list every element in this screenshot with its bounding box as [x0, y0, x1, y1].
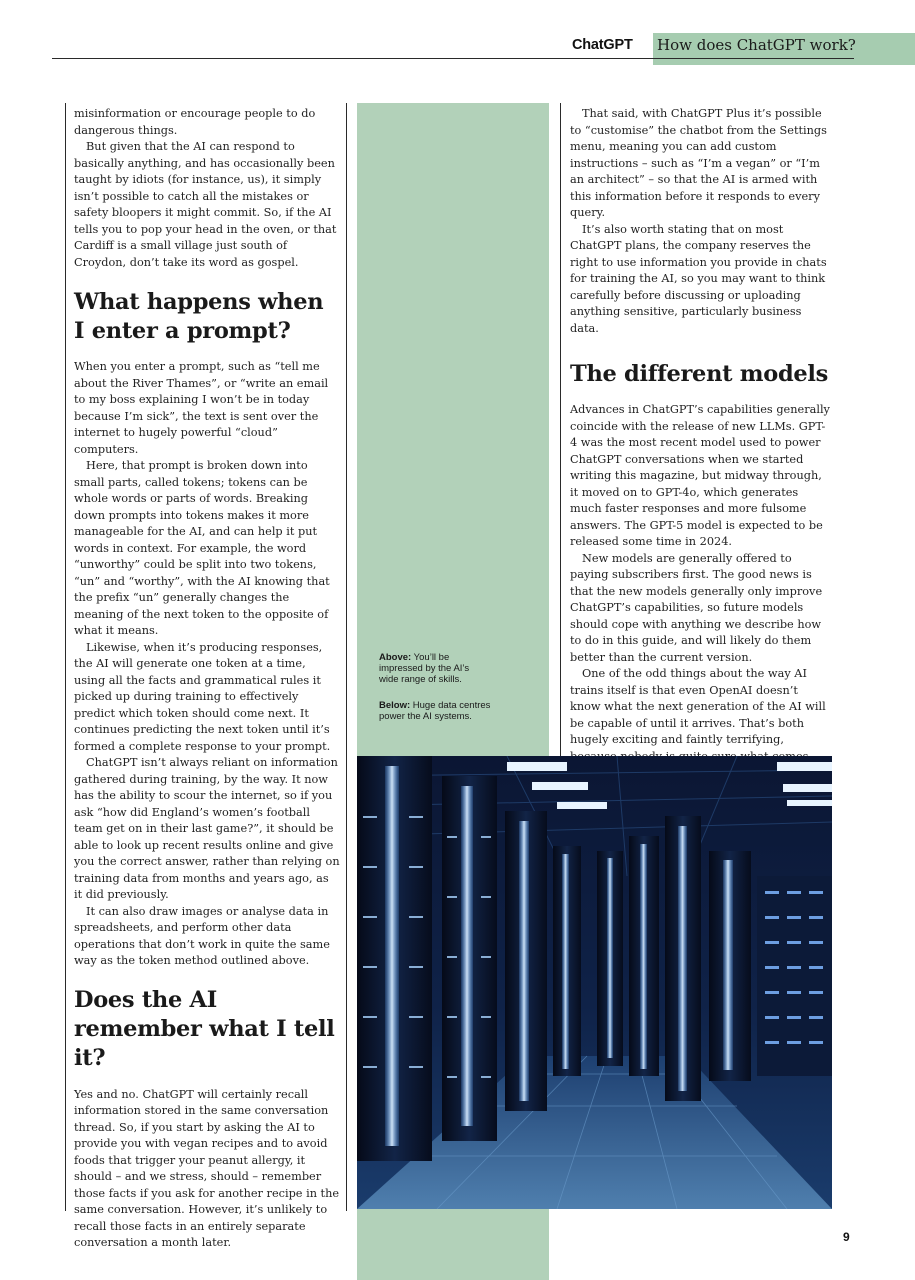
page-number: 9	[843, 1230, 850, 1244]
caption-above-text: You’ll be impressed by the AI’s wide range of skills.	[379, 652, 470, 685]
paragraph: Yes and no. ChatGPT will certainly recall information stored in the same conversation thread. So, if you start by asking the AI to provide you with vegan recipes and to avoid foods that trigger your peanut allergy, it should – and we stress, should – remember those facts if you ask for another recipe in the same conversation. However, it’s unlikely to recall those facts in an entirely separate conversation a month later.	[74, 1087, 340, 1249]
paragraph: But given that the AI can respond to basically anything, and has occasionally been taught by idiots (for instance, us), it simply isn’t possible to catch all the mistakes or safety bloopers it might commit. So, if the AI tells you to pop your head in the oven, or that Cardiff is a small village just south of Croydon, don’t take its word as gospel.	[74, 140, 337, 269]
header-rule	[52, 58, 854, 59]
paragraph: That said, with ChatGPT Plus it’s possible to “customise” the chatbot from the Settings menu, meaning you can add custom instructions – such as “I’m a vegan” or “I’m an architect” – so that the AI is armed with this information before it responds to every query.	[570, 107, 827, 219]
header-section-title: How does ChatGPT work?	[657, 36, 856, 54]
paragraph: New models are generally offered to paying subscribers first. The good news is that the new models generally only improve ChatGPT’s capabilities, so future models should cope with anything we describe how to do in this guide, and will likely do them better than the current version.	[570, 551, 823, 664]
column-rule-left	[65, 103, 66, 1211]
column-rule-middle	[346, 103, 347, 1211]
caption-below	[379, 700, 491, 722]
green-band-bottom	[357, 1209, 549, 1280]
paragraph: ChatGPT isn’t always reliant on information gathered during training, by the way. It now has the ability to scour the internet, so if you ask “how did England’s women’s football team get on in their last game?”, it should be able to look up recent results online and give you the correct answer, rather than relying on training data from months and years ago, as it did previously.	[74, 756, 340, 901]
article-column-right	[570, 106, 832, 782]
paragraph: One of the odd things about the way AI trains itself is that even OpenAI doesn’t know what the next generation of the AI will be capable of until it arrives. That’s both hugely exciting and faintly terrifying,	[570, 667, 826, 746]
paragraph: Here, that prompt is broken down into small parts, called tokens; tokens can be whole words or parts of words. Breaking down prompts into tokens makes it more manageable for the AI, and can help it put words in context. For example, the word “unworthy” could be split into two tokens, “un” and “worthy”, with the AI knowing that the prefix “un” generally changes the meaning of the next token to the opposite of what it means.	[74, 459, 330, 637]
column-rule-right	[560, 103, 561, 756]
paragraph: Likewise, when it’s producing responses, the AI will generate one token at a time, using all the facts and grammatical rules it picked up during training to effectively predict which token should come next. It continues predicting the next token until it’s formed a complete response to your prompt.	[74, 640, 331, 753]
heading-models: The different models	[570, 361, 829, 387]
paragraph: misinformation or encourage people to do dangerous things.	[74, 107, 316, 137]
caption-above	[379, 652, 491, 685]
caption-above-label: Above:	[379, 652, 412, 663]
server-room-illustration	[357, 756, 832, 1209]
header-brand: ChatGPT	[572, 37, 633, 53]
heading-memory: Does the AI remember what I tell it?	[74, 986, 335, 1071]
caption-below-text: Huge data centres power the AI systems.	[379, 700, 491, 722]
data-centre-photo	[357, 756, 832, 1209]
paragraph: It’s also worth stating that on most ChatGPT plans, the company reserves the right to use information you provide in chats for training the AI, so you may want to think carefully before discussing or uploading anything sensitive, particularly business data.	[570, 222, 827, 335]
paragraph: It can also draw images or analyse data in spreadsheets, and perform other data operations that don’t work in quite the same way as the token method outlined above.	[74, 904, 330, 967]
caption-below-label: Below:	[379, 700, 411, 711]
heading-prompt: What happens when I enter a prompt?	[74, 289, 324, 344]
paragraph: Advances in ChatGPT’s capabilities generally coincide with the release of new LLMs. GPT-4 was the most recent model used to power ChatGPT conversations when we started writing this magazine, but midway through, it moved on to GPT-4o, which generates much faster responses and more fulsome answers. The GPT-5 model is expected to be released some time in 2024.	[570, 403, 830, 548]
article-column-left	[74, 106, 340, 1252]
paragraph: When you enter a prompt, such as “tell me about the River Thames”, or “write an email to my boss explaining I won’t be in today because I’m sick”, the text is sent over the internet to hugely powerful “cloud” computers.	[74, 360, 329, 456]
